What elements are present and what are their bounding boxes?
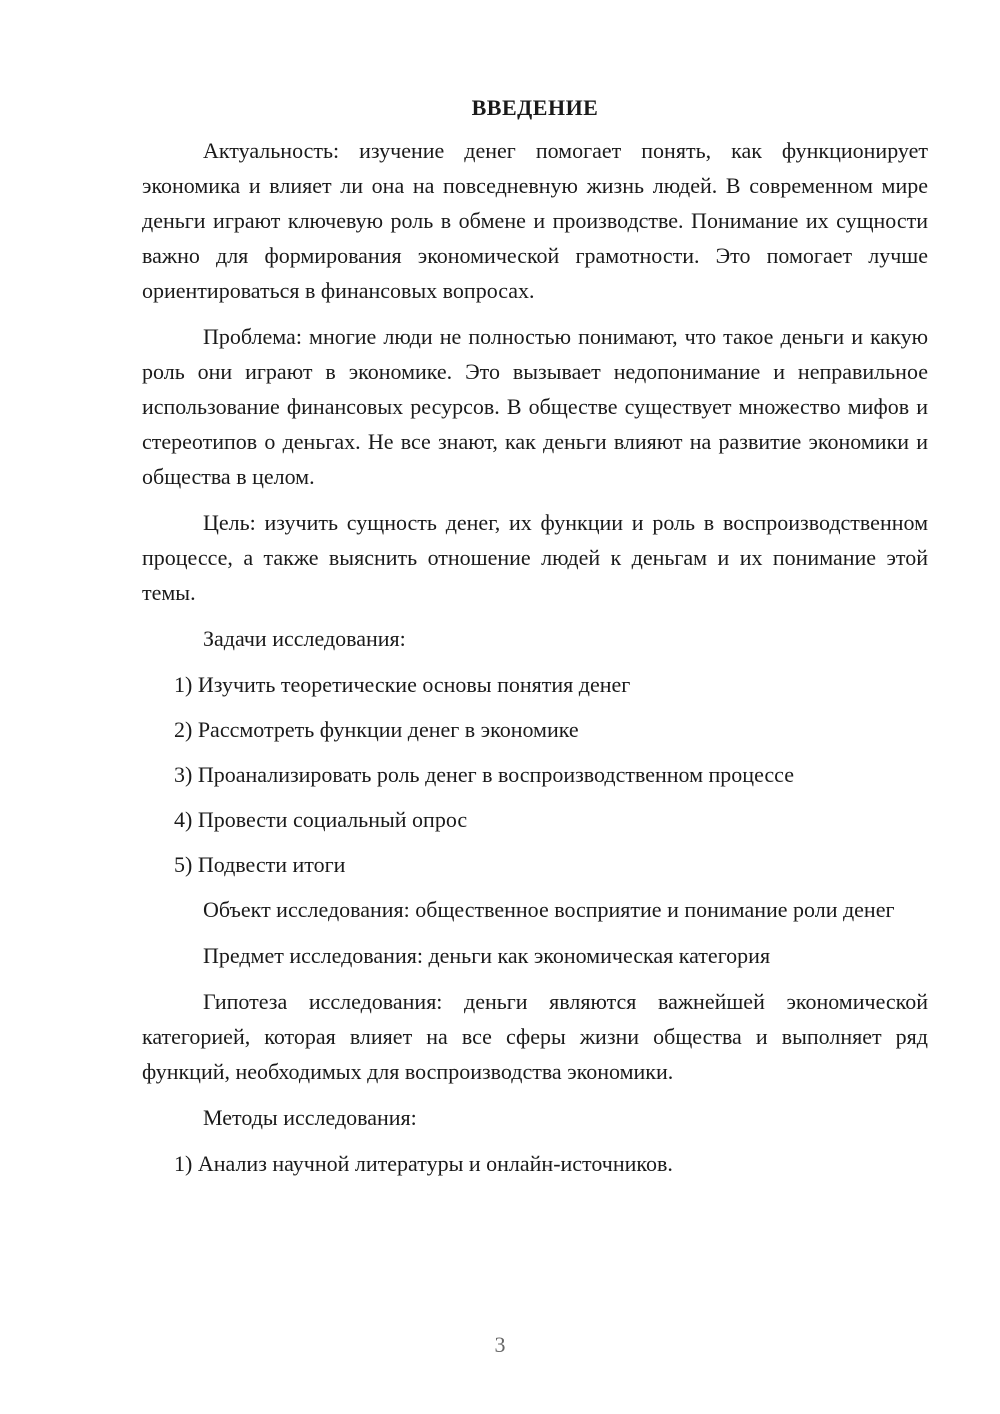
- page-number: 3: [494, 1332, 506, 1357]
- paragraph-object: Объект исследования: общественное восприятие и понимание роли денег: [203, 897, 895, 922]
- page-title: ВВЕДЕНИЕ: [471, 95, 599, 120]
- paragraph-problem: Проблема: многие люди не полностью понимают, что такое деньги и какую роль они играют в экономике. Это вызывает недопонимание и неправильное использование финансовых ресурсов. В обществе существует множество мифов и стереотипов о деньгах. Не все знают, как деньги влияют на развитие экономики и общества в целом.: [142, 324, 928, 489]
- task-item-3: 3) Проанализировать роль денег в воспроизводственном процессе: [174, 762, 794, 787]
- task-item-5: 5) Подвести итоги: [174, 852, 346, 877]
- task-item-1: 1) Изучить теоретические основы понятия денег: [174, 672, 631, 697]
- methods-heading: Методы исследования:: [203, 1105, 417, 1130]
- document-page: [142, 90, 928, 1191]
- method-item-1: 1) Анализ научной литературы и онлайн-источников.: [174, 1151, 673, 1176]
- paragraph-goal: Цель: изучить сущность денег, их функции и роль в воспроизводственном процессе, а также выяснить отношение людей к деньгам и их понимание этой темы.: [142, 510, 928, 605]
- tasks-heading: Задачи исследования:: [203, 626, 406, 651]
- paragraph-relevance: Актуальность: изучение денег помогает понять, как функционирует экономика и влияет ли она на повседневную жизнь людей. В современном мире деньги играют ключевую роль в обмене и производстве. Понимание их сущности важно для формирования экономической грамотности. Это помогает лучше ориентироваться в финансовых вопросах.: [142, 138, 928, 303]
- task-item-4: 4) Провести социальный опрос: [174, 807, 468, 832]
- task-item-2: 2) Рассмотреть функции денег в экономике: [174, 717, 579, 742]
- paragraph-hypothesis: Гипотеза исследования: деньги являются важнейшей экономической категорией, которая влияет на все сферы жизни общества и выполняет ряд функций, необходимых для воспроизводства экономики.: [142, 989, 928, 1084]
- paragraph-subject: Предмет исследования: деньги как экономическая категория: [203, 943, 771, 968]
